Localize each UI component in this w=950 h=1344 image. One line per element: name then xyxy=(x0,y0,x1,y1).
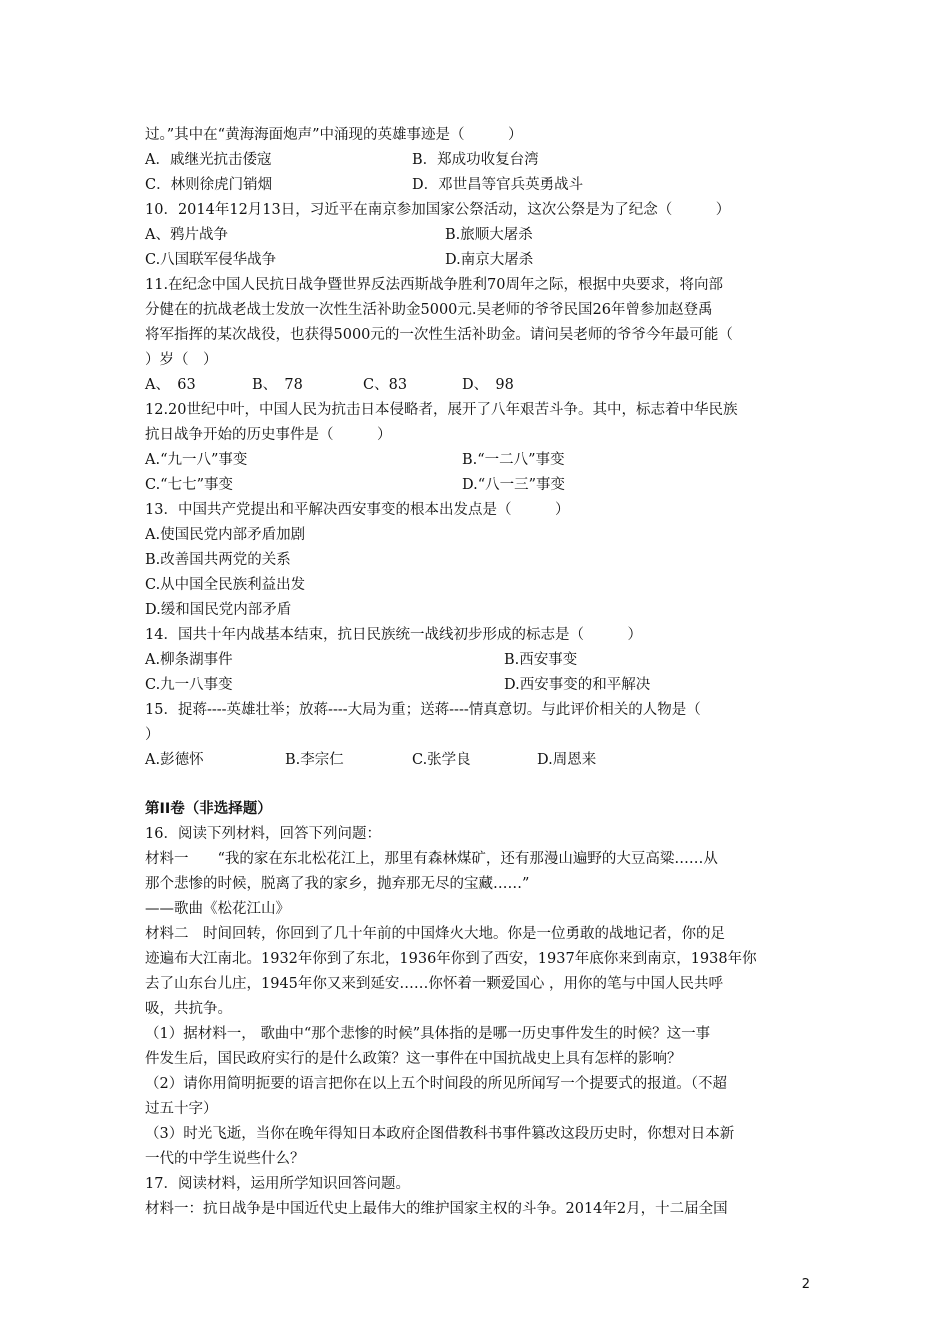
q11-option-a: A、 63 xyxy=(145,377,196,393)
q9-option-b: B．郑成功收复台湾 xyxy=(412,152,539,168)
q16-part-3-line-1: （3）时光飞逝，当你在晚年得知日本政府企图借教科书事件篡改这段历史时，你想对日本新 xyxy=(145,1126,735,1142)
q13-stem: 13．中国共产党提出和平解决西安事变的根本出发点是（ ） xyxy=(145,502,570,518)
q12-option-a: A.“九一八”事变 xyxy=(145,452,248,468)
q9-option-a: A．戚继光抗击倭寇 xyxy=(145,152,272,168)
q15-line-2: ） xyxy=(145,727,160,743)
q11-option-b: B、 78 xyxy=(252,377,303,393)
q11-line-4: ）岁（ ） xyxy=(145,352,218,368)
q11-line-3: 将军指挥的某次战役，也获得5000元的一次性生活补助金。请问吴老师的爷爷今年最可能（ xyxy=(145,327,733,343)
q10-option-a: A、鸦片战争 xyxy=(145,227,228,243)
q16-material-1-line-2: 那个悲惨的时候，脱离了我的家乡，抛弃那无尽的宝藏……” xyxy=(145,876,530,892)
q12-option-c: C.“七七”事变 xyxy=(145,477,234,493)
q16-part-3-line-2: 一代的中学生说些什么？ xyxy=(145,1151,305,1167)
q14-option-a: A.柳条湖事件 xyxy=(145,652,233,668)
q14-option-b: B.西安事变 xyxy=(504,652,578,668)
q13-option-d: D.缓和国民党内部矛盾 xyxy=(145,602,292,618)
q15-line-1: 15．捉蒋----英雄壮举；放蒋----大局为重；送蒋----情真意切。与此评价相关的人物是（ xyxy=(145,702,701,718)
q10-stem: 10．2014年12月13日，习近平在南京参加国家公祭活动，这次公祭是为了纪念（ ） xyxy=(145,202,731,218)
q12-line-2: 抗日战争开始的历史事件是（ ） xyxy=(145,427,392,443)
q13-option-a: A.使国民党内部矛盾加剧 xyxy=(145,527,306,543)
q14-option-c: C.九一八事变 xyxy=(145,677,233,693)
q11-line-2: 分健在的抗战老战士发放一次性生活补助金5000元.吴老师的爷爷民国26年曾参加赵登禹 xyxy=(145,302,713,318)
q12-option-b: B.“一二八”事变 xyxy=(462,452,565,468)
q9-stem-end: 过。”其中在“黄海海面炮声”中涌现的英雄事迹是（ ） xyxy=(145,127,523,143)
q16-stem: 16．阅读下列材料，回答下列问题： xyxy=(145,826,381,842)
q16-material-2-line-1: 材料二 时间回转，你回到了几十年前的中国烽火大地。你是一位勇敢的战地记者，你的足 xyxy=(145,926,725,942)
q9-option-d: D．邓世昌等官兵英勇战斗 xyxy=(412,177,584,193)
q16-material-2-line-2: 迹遍布大江南北。1932年你到了东北，1936年你到了西安，1937年底你来到南京，1938年你 xyxy=(145,951,757,967)
q17-stem: 17．阅读材料，运用所学知识回答问题。 xyxy=(145,1176,410,1192)
q11-line-1: 11.在纪念中国人民抗日战争暨世界反法西斯战争胜利70周年之际，根据中央要求，将向部 xyxy=(145,277,724,293)
q15-option-d: D.周恩来 xyxy=(537,752,597,768)
q16-material-2-line-4: 吸，共抗争。 xyxy=(145,1001,232,1017)
q16-material-1-line-1: 材料一 “我的家在东北松花江上，那里有森林煤矿，还有那漫山遍野的大豆高粱……从 xyxy=(145,851,718,867)
q13-option-b: B.改善国共两党的关系 xyxy=(145,552,291,568)
q10-option-b: B.旅顺大屠杀 xyxy=(445,227,533,243)
q11-option-d: D、 98 xyxy=(462,377,514,393)
q13-option-c: C.从中国全民族利益出发 xyxy=(145,577,306,593)
q10-option-d: D.南京大屠杀 xyxy=(445,252,534,268)
q16-part-2-line-1: （2）请你用简明扼要的语言把你在以上五个时间段的所见所闻写一个提要式的报道。（不超 xyxy=(145,1076,727,1092)
q11-option-c: C、83 xyxy=(363,377,408,393)
q12-line-1: 12.20世纪中叶，中国人民为抗击日本侵略者，展开了八年艰苦斗争。其中，标志着中华民族 xyxy=(145,402,738,418)
q16-material-1-source: ——歌曲《松花江山》 xyxy=(145,901,290,917)
page-number: 2 xyxy=(801,1277,810,1292)
q9-option-c: C．林则徐虎门销烟 xyxy=(145,177,273,193)
q15-option-c: C.张学良 xyxy=(412,752,471,768)
q16-part-1-line-2: 件发生后，国民政府实行的是什么政策？这一事件在中国抗战史上具有怎样的影响？ xyxy=(145,1051,682,1067)
q12-option-d: D.“八一三”事变 xyxy=(462,477,566,493)
q15-option-a: A.彭德怀 xyxy=(145,752,204,768)
q10-option-c: C.八国联军侵华战争 xyxy=(145,252,277,268)
q16-material-2-line-3: 去了山东台儿庄，1945年你又来到延安……你怀着一颗爱国心 ，用你的笔与中国人民共呼 xyxy=(145,976,724,992)
q16-part-1-line-1: （1）据材料一， 歌曲中“那个悲惨的时候”具体指的是哪一历史事件发生的时候？这一事 xyxy=(145,1026,711,1042)
q14-stem: 14．国共十年内战基本结束，抗日民族统一战线初步形成的标志是（ ） xyxy=(145,627,642,643)
q15-option-b: B.李宗仁 xyxy=(285,752,344,768)
q17-material-1-line-1: 材料一：抗日战争是中国近代史上最伟大的维护国家主权的斗争。2014年2月，十二届全国 xyxy=(145,1201,728,1217)
q16-part-2-line-2: 过五十字） xyxy=(145,1101,218,1117)
q14-option-d: D.西安事变的和平解决 xyxy=(504,677,651,693)
section-2-title: 第II卷（非选择题） xyxy=(145,801,272,817)
